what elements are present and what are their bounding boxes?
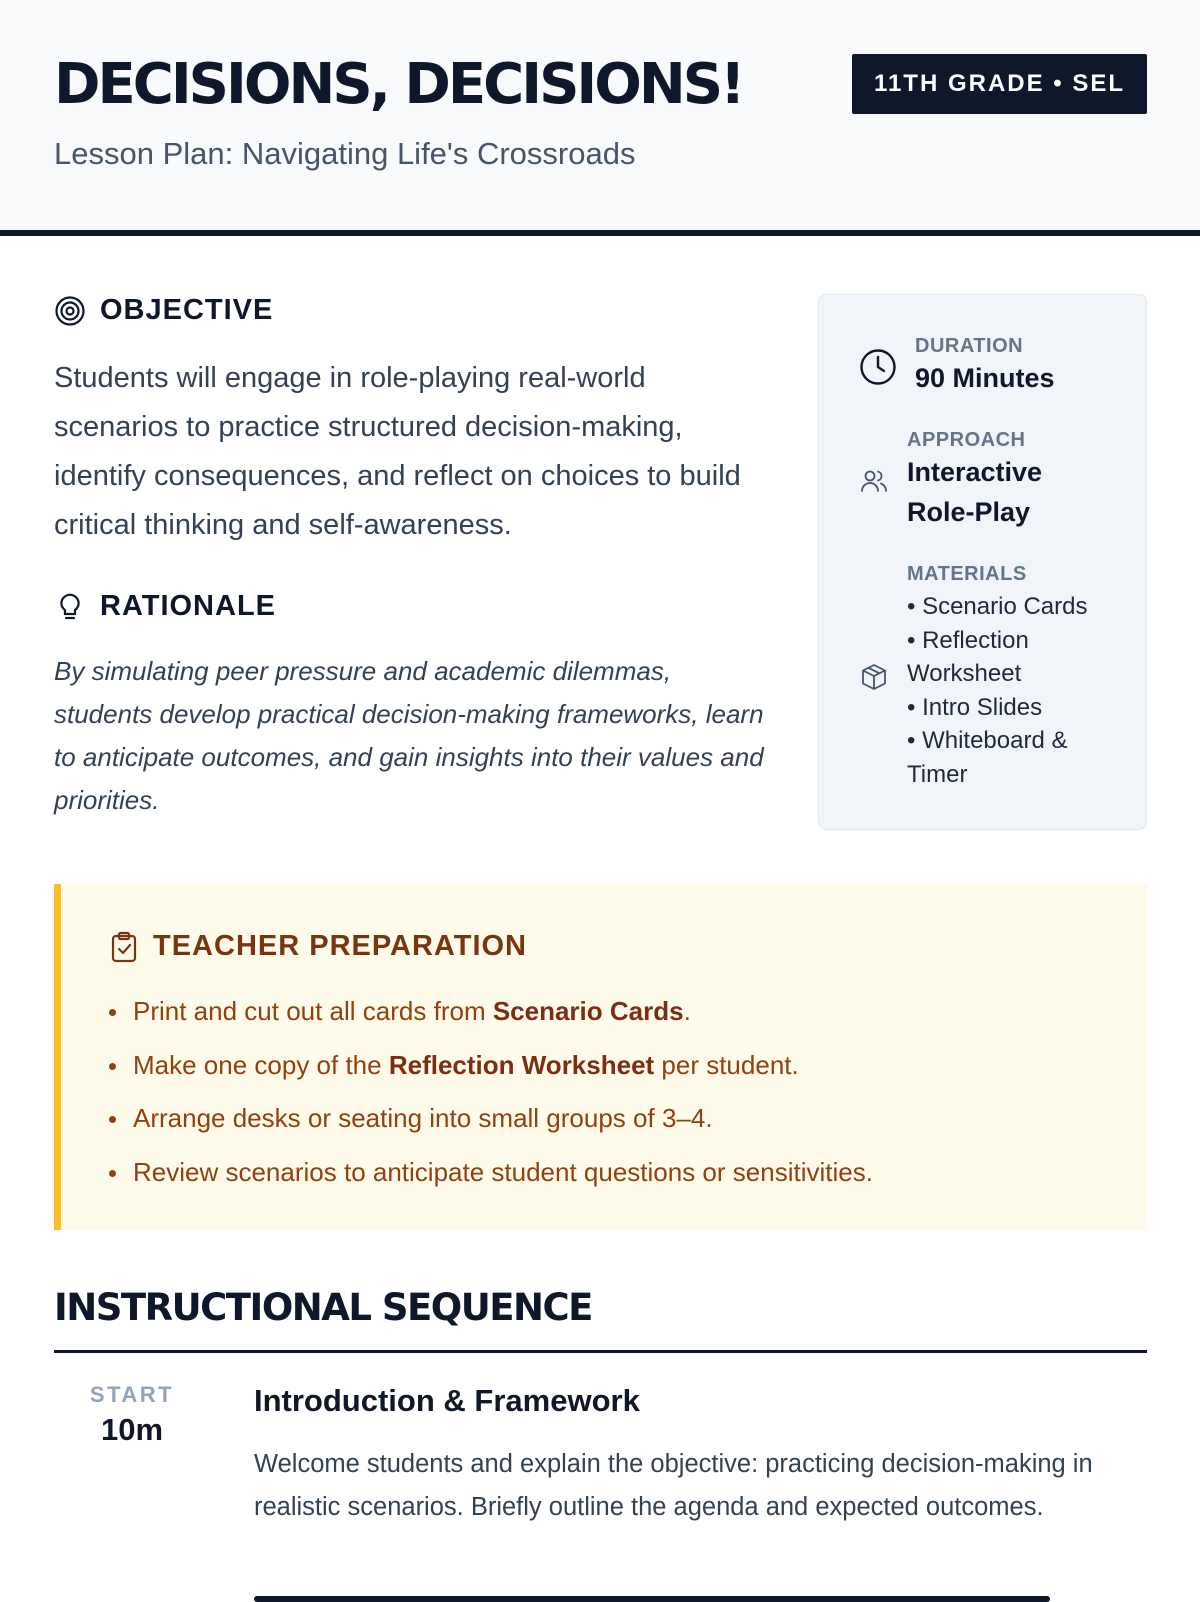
prep-item: Review scenarios to anticipate student questions or sensitivities. bbox=[105, 1155, 873, 1189]
duration-value: 90 Minutes bbox=[915, 363, 1055, 393]
teacher-preparation-box bbox=[54, 884, 1147, 1230]
page-subtitle: Lesson Plan: Navigating Life's Crossroads bbox=[54, 136, 636, 171]
box-icon bbox=[859, 662, 889, 692]
materials-item: • Whiteboard & Timer bbox=[907, 727, 1068, 788]
prep-item: Arrange desks or seating into small groups of 3–4. bbox=[105, 1101, 873, 1135]
objective-label: OBJECTIVE bbox=[100, 294, 274, 326]
rationale-text: By simulating peer pressure and academic dilemmas, students develop practical decision-making frameworks, learn to anticipate outcomes, and gain insights into their values and priorities. bbox=[54, 656, 764, 815]
step-time bbox=[70, 1382, 194, 1448]
lesson-header bbox=[0, 0, 1200, 236]
prep-heading bbox=[109, 930, 527, 963]
approach-label: APPROACH bbox=[907, 429, 1026, 451]
materials-item: • Scenario Cards bbox=[907, 593, 1088, 620]
step-description: Welcome students and explain the objective: practicing decision-making in realistic scenarios. Briefly outline the agenda and expected outcomes. bbox=[254, 1450, 1093, 1521]
clock-icon bbox=[859, 348, 897, 386]
clipboard-check-icon bbox=[109, 931, 139, 963]
objective-heading bbox=[54, 294, 273, 327]
step-time-value: 10m bbox=[100, 1412, 164, 1447]
materials-list bbox=[907, 590, 1107, 791]
approach-row bbox=[859, 429, 1119, 532]
materials-row bbox=[859, 563, 1129, 791]
duration-label: DURATION bbox=[915, 335, 1024, 357]
grade-badge: 11TH GRADE • SEL bbox=[852, 54, 1147, 114]
duration-row bbox=[859, 335, 1055, 398]
sequence-heading: INSTRUCTIONAL SEQUENCE bbox=[54, 1286, 592, 1329]
materials-item: • Reflection Worksheet bbox=[907, 626, 1029, 687]
page-title: DECISIONS, DECISIONS! bbox=[54, 52, 743, 117]
sequence-divider bbox=[54, 1350, 1147, 1353]
rationale-heading bbox=[54, 590, 276, 623]
materials-item: • Intro Slides bbox=[907, 693, 1043, 721]
step-time-label: START bbox=[89, 1382, 175, 1407]
target-icon bbox=[54, 295, 86, 327]
lesson-info-card bbox=[818, 294, 1147, 830]
rationale-label: RATIONALE bbox=[100, 590, 277, 622]
prep-label: TEACHER PREPARATION bbox=[153, 930, 527, 962]
step-title: Introduction & Framework bbox=[254, 1383, 640, 1418]
prep-item: Make one copy of the Reflection Worksheet per student. bbox=[105, 1048, 873, 1082]
approach-value: Interactive Role-Play bbox=[907, 457, 1043, 527]
step-next-divider bbox=[254, 1596, 1050, 1602]
materials-label: MATERIALS bbox=[907, 563, 1027, 585]
prep-list bbox=[105, 994, 873, 1208]
lightbulb-icon bbox=[54, 591, 86, 623]
objective-text: Students will engage in role-playing real-world scenarios to practice structured decision-making, identify consequences, and reflect on choices to build critical thinking and self-awareness. bbox=[54, 362, 741, 541]
users-icon bbox=[859, 466, 889, 496]
prep-item: Print and cut out all cards from Scenario Cards. bbox=[105, 994, 873, 1028]
